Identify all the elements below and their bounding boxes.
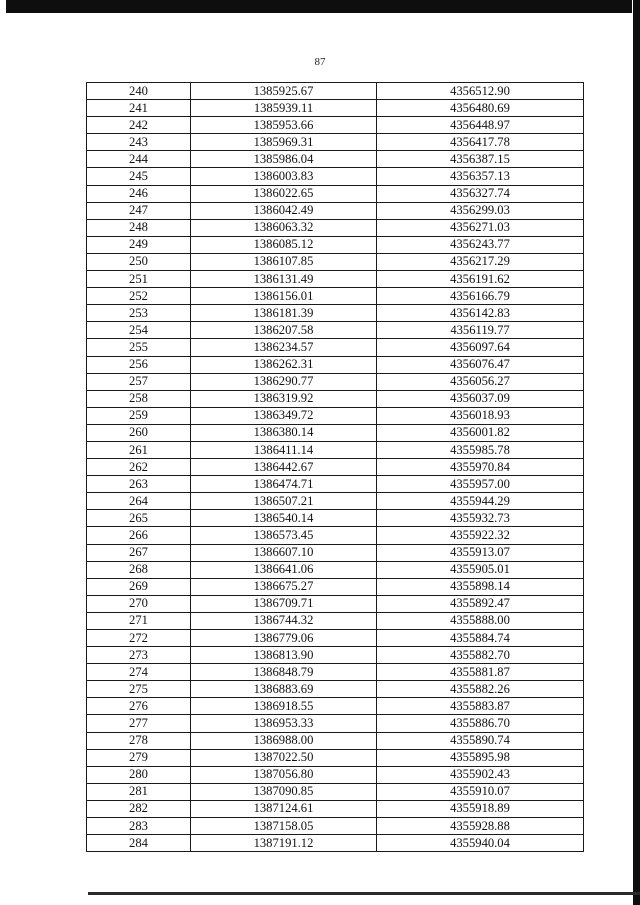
x-coordinate-cell: 1386507.21 (191, 493, 377, 510)
point-number-cell: 258 (87, 390, 191, 407)
point-number-cell: 277 (87, 715, 191, 732)
point-number-cell: 241 (87, 100, 191, 117)
table-row (87, 561, 584, 578)
y-coordinate-cell: 4355970.84 (377, 459, 584, 476)
x-coordinate-cell: 1386813.90 (191, 647, 377, 664)
point-number-cell: 245 (87, 168, 191, 185)
point-number-cell: 263 (87, 476, 191, 493)
x-coordinate-cell: 1386848.79 (191, 664, 377, 681)
table-row (87, 390, 584, 407)
x-coordinate-cell: 1386918.55 (191, 698, 377, 715)
point-number-cell: 243 (87, 134, 191, 151)
x-coordinate-cell: 1386744.32 (191, 612, 377, 629)
point-number-cell: 252 (87, 288, 191, 305)
y-coordinate-cell: 4355882.26 (377, 681, 584, 698)
point-number-cell: 254 (87, 322, 191, 339)
coordinates-table-body (87, 83, 584, 852)
y-coordinate-cell: 4356142.83 (377, 305, 584, 322)
x-coordinate-cell: 1385925.67 (191, 83, 377, 100)
point-number-cell: 256 (87, 356, 191, 373)
y-coordinate-cell: 4355910.07 (377, 783, 584, 800)
table-row (87, 835, 584, 852)
table-row (87, 800, 584, 817)
y-coordinate-cell: 4355902.43 (377, 766, 584, 783)
table-row (87, 578, 584, 595)
point-number-cell: 279 (87, 749, 191, 766)
y-coordinate-cell: 4356512.90 (377, 83, 584, 100)
y-coordinate-cell: 4355890.74 (377, 732, 584, 749)
scan-border-bottom (88, 892, 640, 895)
table-row (87, 322, 584, 339)
table-row (87, 202, 584, 219)
x-coordinate-cell: 1385953.66 (191, 117, 377, 134)
point-number-cell: 283 (87, 818, 191, 835)
table-row (87, 339, 584, 356)
table-row (87, 253, 584, 270)
x-coordinate-cell: 1387191.12 (191, 835, 377, 852)
x-coordinate-cell: 1386207.58 (191, 322, 377, 339)
y-coordinate-cell: 4355888.00 (377, 612, 584, 629)
point-number-cell: 242 (87, 117, 191, 134)
point-number-cell: 249 (87, 236, 191, 253)
y-coordinate-cell: 4356243.77 (377, 236, 584, 253)
table-row (87, 647, 584, 664)
point-number-cell: 240 (87, 83, 191, 100)
table-row (87, 749, 584, 766)
x-coordinate-cell: 1386779.06 (191, 630, 377, 647)
x-coordinate-cell: 1386319.92 (191, 390, 377, 407)
table-row (87, 715, 584, 732)
point-number-cell: 270 (87, 595, 191, 612)
point-number-cell: 278 (87, 732, 191, 749)
x-coordinate-cell: 1386540.14 (191, 510, 377, 527)
table-row (87, 356, 584, 373)
table-row (87, 151, 584, 168)
table-row (87, 681, 584, 698)
x-coordinate-cell: 1386349.72 (191, 407, 377, 424)
point-number-cell: 244 (87, 151, 191, 168)
table-row (87, 117, 584, 134)
y-coordinate-cell: 4355898.14 (377, 578, 584, 595)
y-coordinate-cell: 4356299.03 (377, 202, 584, 219)
x-coordinate-cell: 1386607.10 (191, 544, 377, 561)
x-coordinate-cell: 1386641.06 (191, 561, 377, 578)
table-row (87, 83, 584, 100)
point-number-cell: 280 (87, 766, 191, 783)
x-coordinate-cell: 1386022.65 (191, 185, 377, 202)
x-coordinate-cell: 1386063.32 (191, 219, 377, 236)
table-row (87, 664, 584, 681)
y-coordinate-cell: 4356037.09 (377, 390, 584, 407)
y-coordinate-cell: 4356166.79 (377, 288, 584, 305)
point-number-cell: 253 (87, 305, 191, 322)
point-number-cell: 255 (87, 339, 191, 356)
point-number-cell: 272 (87, 630, 191, 647)
table-row (87, 595, 584, 612)
table-row (87, 476, 584, 493)
point-number-cell: 265 (87, 510, 191, 527)
point-number-cell: 267 (87, 544, 191, 561)
point-number-cell: 271 (87, 612, 191, 629)
table-row (87, 219, 584, 236)
y-coordinate-cell: 4356417.78 (377, 134, 584, 151)
point-number-cell: 282 (87, 800, 191, 817)
table-row (87, 510, 584, 527)
y-coordinate-cell: 4356191.62 (377, 271, 584, 288)
table-row (87, 373, 584, 390)
y-coordinate-cell: 4355882.70 (377, 647, 584, 664)
y-coordinate-cell: 4355881.87 (377, 664, 584, 681)
y-coordinate-cell: 4356119.77 (377, 322, 584, 339)
page-number: 87 (314, 56, 326, 68)
y-coordinate-cell: 4355922.32 (377, 527, 584, 544)
y-coordinate-cell: 4355932.73 (377, 510, 584, 527)
y-coordinate-cell: 4355940.04 (377, 835, 584, 852)
x-coordinate-cell: 1386474.71 (191, 476, 377, 493)
table-row (87, 459, 584, 476)
x-coordinate-cell: 1386131.49 (191, 271, 377, 288)
table-row (87, 407, 584, 424)
y-coordinate-cell: 4356448.97 (377, 117, 584, 134)
table-row (87, 134, 584, 151)
scan-border-top (6, 0, 632, 13)
y-coordinate-cell: 4355913.07 (377, 544, 584, 561)
x-coordinate-cell: 1387022.50 (191, 749, 377, 766)
point-number-cell: 274 (87, 664, 191, 681)
x-coordinate-cell: 1386156.01 (191, 288, 377, 305)
table-row (87, 732, 584, 749)
x-coordinate-cell: 1387056.80 (191, 766, 377, 783)
x-coordinate-cell: 1387090.85 (191, 783, 377, 800)
point-number-cell: 246 (87, 185, 191, 202)
coordinates-table (86, 82, 584, 852)
x-coordinate-cell: 1386953.33 (191, 715, 377, 732)
x-coordinate-cell: 1385939.11 (191, 100, 377, 117)
y-coordinate-cell: 4356056.27 (377, 373, 584, 390)
y-coordinate-cell: 4356357.13 (377, 168, 584, 185)
scan-border-right (633, 0, 640, 905)
x-coordinate-cell: 1386107.85 (191, 253, 377, 270)
x-coordinate-cell: 1386573.45 (191, 527, 377, 544)
point-number-cell: 281 (87, 783, 191, 800)
x-coordinate-cell: 1386262.31 (191, 356, 377, 373)
table-row (87, 168, 584, 185)
table-row (87, 236, 584, 253)
table-row (87, 288, 584, 305)
x-coordinate-cell: 1386234.57 (191, 339, 377, 356)
x-coordinate-cell: 1386181.39 (191, 305, 377, 322)
point-number-cell: 261 (87, 441, 191, 458)
x-coordinate-cell: 1386675.27 (191, 578, 377, 595)
point-number-cell: 268 (87, 561, 191, 578)
point-number-cell: 247 (87, 202, 191, 219)
table-row (87, 818, 584, 835)
y-coordinate-cell: 4355892.47 (377, 595, 584, 612)
x-coordinate-cell: 1385969.31 (191, 134, 377, 151)
y-coordinate-cell: 4355985.78 (377, 441, 584, 458)
x-coordinate-cell: 1387158.05 (191, 818, 377, 835)
table-row (87, 100, 584, 117)
table-row (87, 698, 584, 715)
point-number-cell: 269 (87, 578, 191, 595)
point-number-cell: 248 (87, 219, 191, 236)
x-coordinate-cell: 1386411.14 (191, 441, 377, 458)
x-coordinate-cell: 1386085.12 (191, 236, 377, 253)
table-row (87, 783, 584, 800)
x-coordinate-cell: 1386380.14 (191, 424, 377, 441)
table-row (87, 441, 584, 458)
y-coordinate-cell: 4356480.69 (377, 100, 584, 117)
point-number-cell: 273 (87, 647, 191, 664)
y-coordinate-cell: 4355944.29 (377, 493, 584, 510)
point-number-cell: 275 (87, 681, 191, 698)
table-row (87, 544, 584, 561)
y-coordinate-cell: 4355918.89 (377, 800, 584, 817)
y-coordinate-cell: 4355905.01 (377, 561, 584, 578)
y-coordinate-cell: 4356001.82 (377, 424, 584, 441)
x-coordinate-cell: 1385986.04 (191, 151, 377, 168)
y-coordinate-cell: 4355957.00 (377, 476, 584, 493)
y-coordinate-cell: 4355884.74 (377, 630, 584, 647)
x-coordinate-cell: 1386709.71 (191, 595, 377, 612)
table-row (87, 630, 584, 647)
point-number-cell: 259 (87, 407, 191, 424)
point-number-cell: 250 (87, 253, 191, 270)
point-number-cell: 276 (87, 698, 191, 715)
x-coordinate-cell: 1386442.67 (191, 459, 377, 476)
x-coordinate-cell: 1386003.83 (191, 168, 377, 185)
y-coordinate-cell: 4355928.88 (377, 818, 584, 835)
x-coordinate-cell: 1386042.49 (191, 202, 377, 219)
table-row (87, 766, 584, 783)
y-coordinate-cell: 4356217.29 (377, 253, 584, 270)
x-coordinate-cell: 1386883.69 (191, 681, 377, 698)
table-row (87, 305, 584, 322)
x-coordinate-cell: 1386988.00 (191, 732, 377, 749)
table-row (87, 424, 584, 441)
y-coordinate-cell: 4356097.64 (377, 339, 584, 356)
x-coordinate-cell: 1387124.61 (191, 800, 377, 817)
table-row (87, 527, 584, 544)
x-coordinate-cell: 1386290.77 (191, 373, 377, 390)
table-row (87, 493, 584, 510)
table-row (87, 271, 584, 288)
y-coordinate-cell: 4355895.98 (377, 749, 584, 766)
y-coordinate-cell: 4356018.93 (377, 407, 584, 424)
y-coordinate-cell: 4355883.87 (377, 698, 584, 715)
point-number-cell: 260 (87, 424, 191, 441)
point-number-cell: 262 (87, 459, 191, 476)
point-number-cell: 251 (87, 271, 191, 288)
y-coordinate-cell: 4356271.03 (377, 219, 584, 236)
y-coordinate-cell: 4356327.74 (377, 185, 584, 202)
point-number-cell: 264 (87, 493, 191, 510)
y-coordinate-cell: 4356387.15 (377, 151, 584, 168)
point-number-cell: 266 (87, 527, 191, 544)
point-number-cell: 284 (87, 835, 191, 852)
table-row (87, 185, 584, 202)
table-row (87, 612, 584, 629)
point-number-cell: 257 (87, 373, 191, 390)
y-coordinate-cell: 4356076.47 (377, 356, 584, 373)
y-coordinate-cell: 4355886.70 (377, 715, 584, 732)
